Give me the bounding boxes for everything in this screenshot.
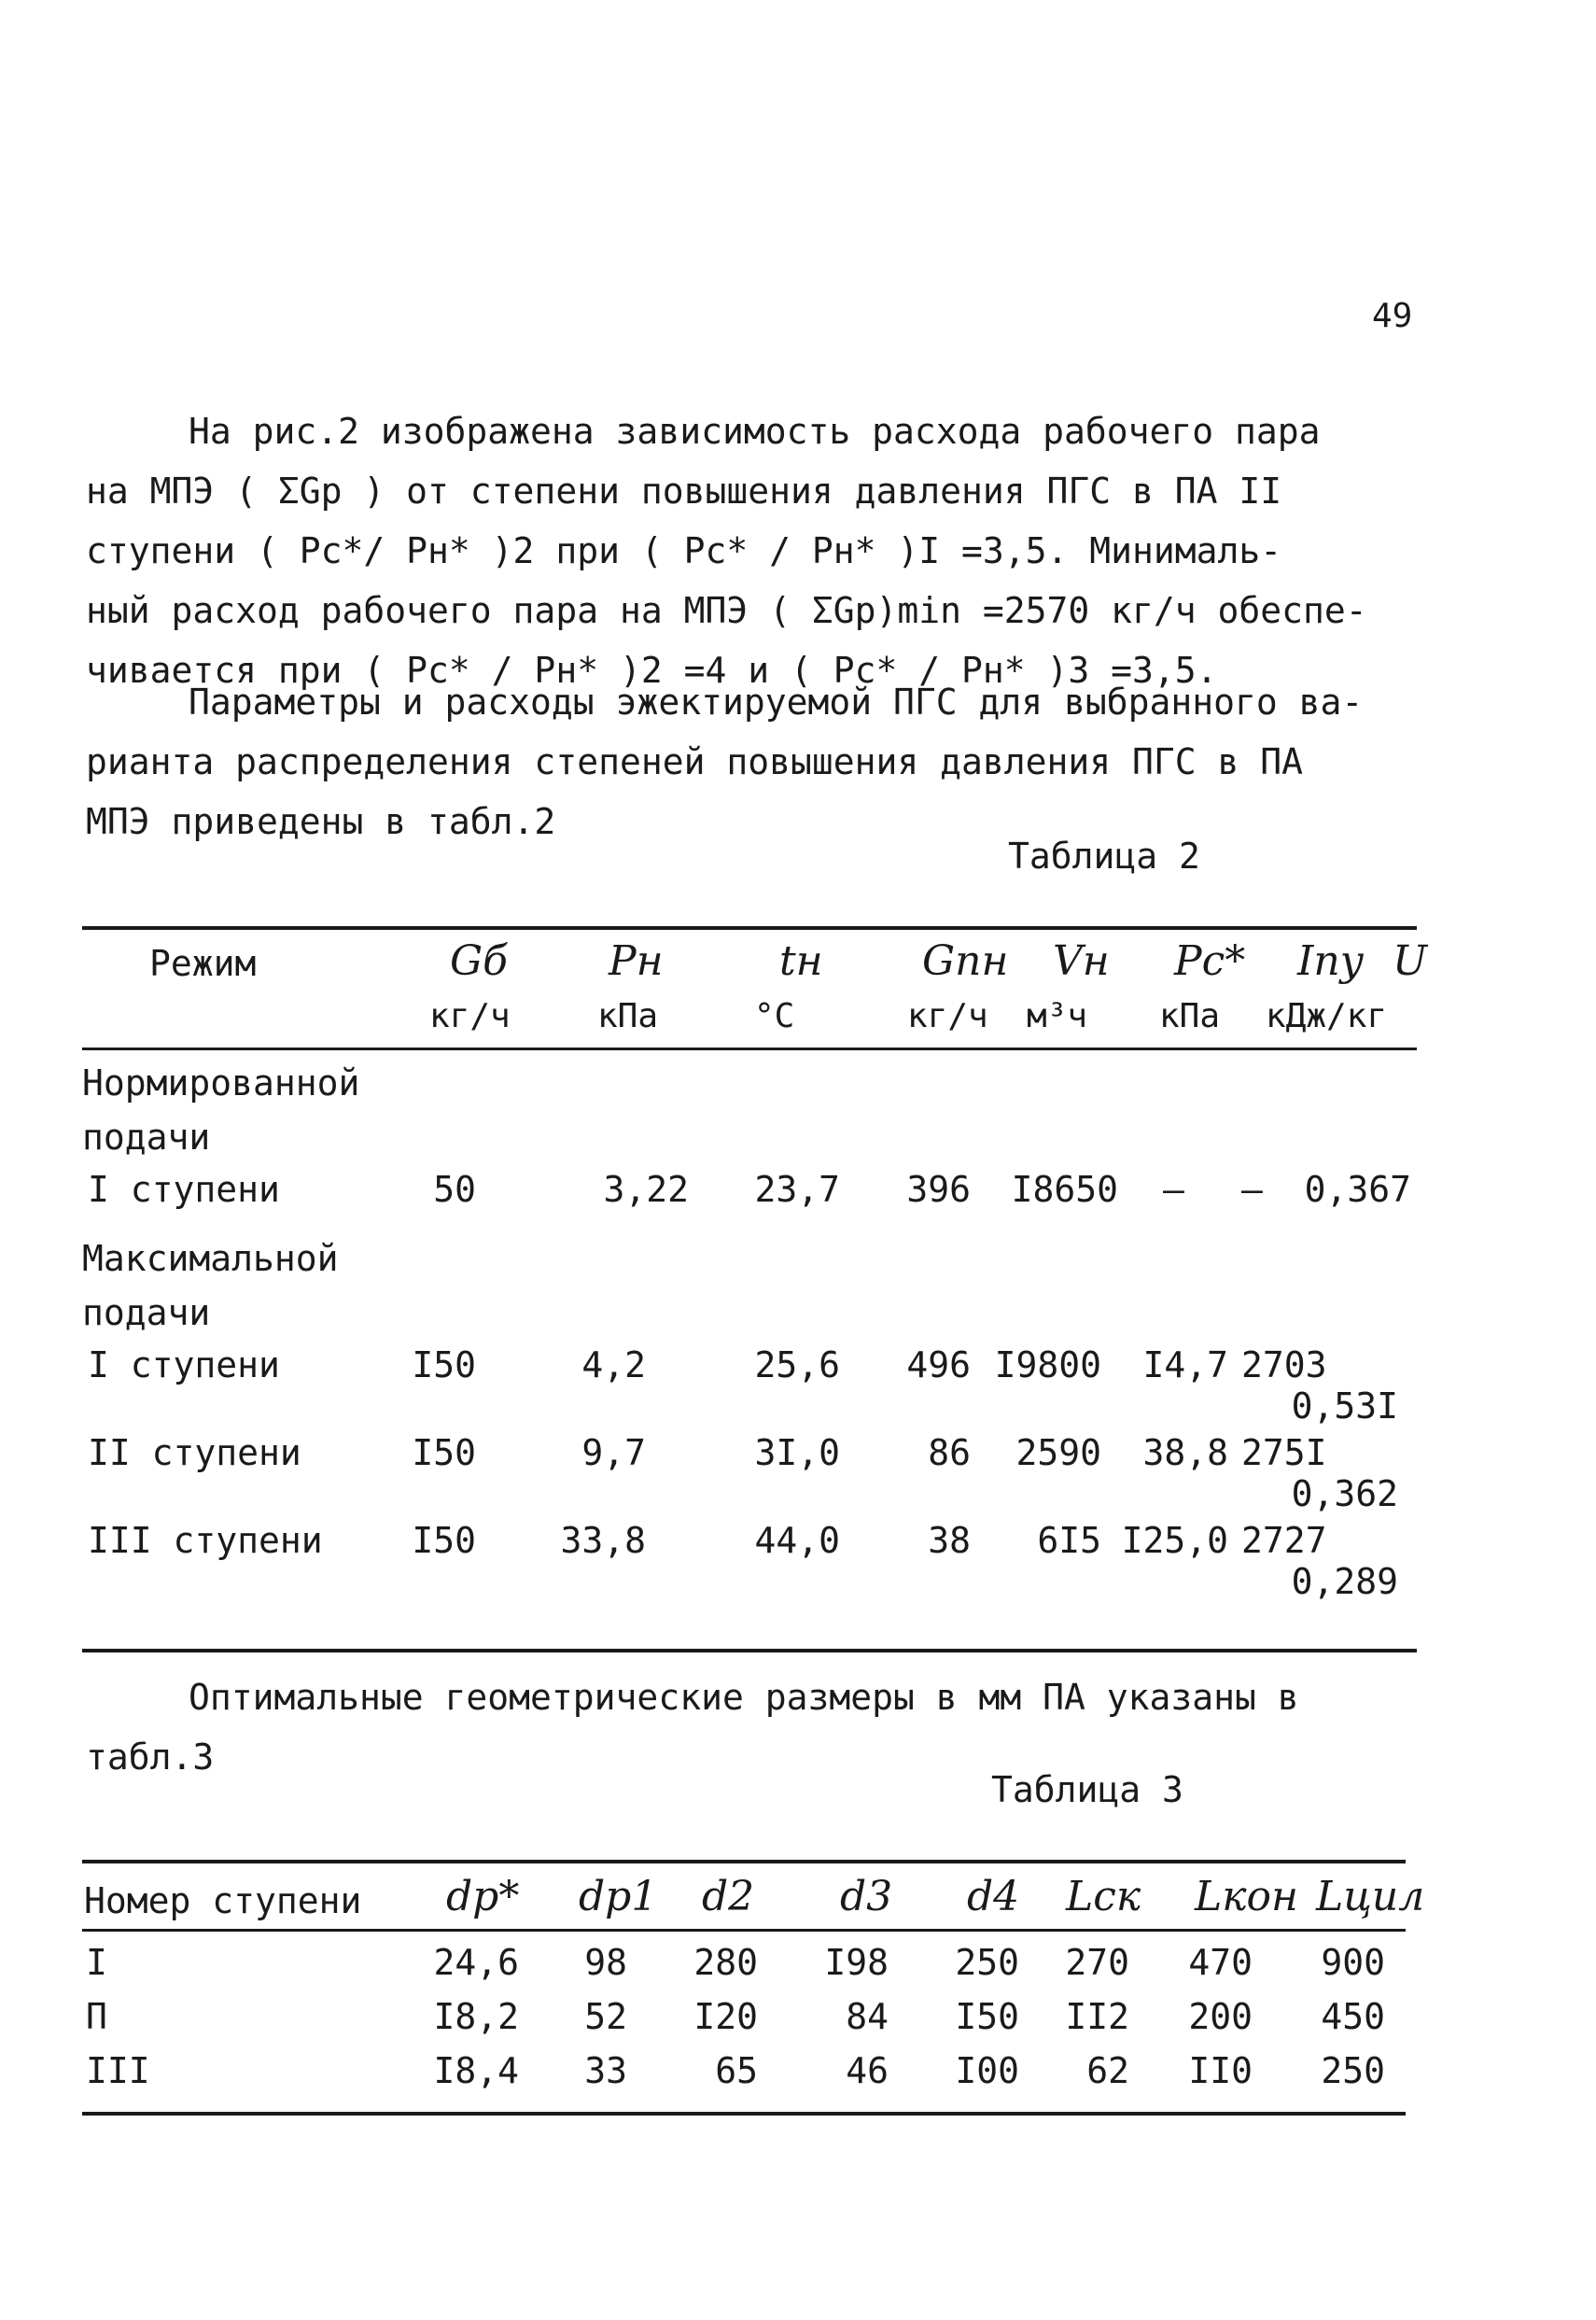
table-cell: 65 <box>715 2050 758 2091</box>
paragraph-3 <box>86 1667 1411 1787</box>
text-line: Оптимальные геометрические размеры в мм ПА указаны в <box>189 1677 1299 1718</box>
table2-caption: Таблица 2 <box>1008 836 1200 877</box>
column-header-l-kon: Lкон <box>1195 1873 1298 1920</box>
table2-mode-header: Режим <box>149 943 257 984</box>
table-cell: 200 <box>1188 1996 1253 2037</box>
table-cell: 9,7 <box>581 1432 646 1473</box>
table-cell: 2727 <box>1241 1520 1327 1561</box>
unit-label: кг/ч <box>429 997 511 1035</box>
paragraph-1 <box>86 401 1411 700</box>
table-cell: I9800 <box>994 1344 1101 1385</box>
table-cell: 396 <box>906 1169 971 1210</box>
table3-top-rule <box>82 1860 1406 1863</box>
table-cell: I8650 <box>1011 1169 1118 1210</box>
table-cell: 84 <box>846 1996 889 2037</box>
unit-label: м³ч <box>1027 997 1088 1035</box>
column-header-l-cil: Lцил <box>1316 1873 1425 1920</box>
page-number: 49 <box>1372 297 1413 335</box>
table-cell: 280 <box>693 1942 758 1983</box>
table-cell: II0 <box>1188 2050 1253 2091</box>
table2-bottom-rule <box>82 1649 1417 1652</box>
unit-label: °С <box>754 997 795 1035</box>
table-cell: 24,6 <box>433 1942 519 1983</box>
table2-header-rule <box>82 1048 1417 1050</box>
column-header-i-pu: Iпу <box>1297 937 1365 985</box>
table-cell: I50 <box>412 1344 476 1385</box>
table-cell: 38 <box>928 1520 971 1561</box>
column-header-d4: d4 <box>967 1873 1020 1920</box>
table-cell: 4,2 <box>581 1344 646 1385</box>
column-header-t-n: tн <box>779 937 823 985</box>
table-cell: – <box>1241 1169 1263 1210</box>
row-label: I ступени <box>88 1344 280 1385</box>
table-cell: 98 <box>584 1942 627 1983</box>
column-header-v-n: Vн <box>1053 937 1110 985</box>
table-cell: 250 <box>955 1942 1019 1983</box>
unit-label: кг/ч <box>907 997 988 1035</box>
column-header-d3: d3 <box>840 1873 893 1920</box>
column-header-p-n: Рн <box>609 937 664 985</box>
group-title: подачи <box>82 1117 211 1158</box>
table3-stage-header: Номер ступени <box>84 1880 362 1921</box>
text-line: чивается при ( Рc* / Рн* )2 =4 и ( Рc* / Рн* )3 =3,5. <box>86 650 1218 691</box>
table-cell: I8,4 <box>433 2050 519 2091</box>
table3-caption: Таблица 3 <box>991 1769 1183 1810</box>
text-line: табл.3 <box>86 1736 215 1778</box>
table-cell: 33,8 <box>560 1520 646 1561</box>
table3-header-rule <box>82 1929 1406 1932</box>
table-cell: I50 <box>412 1520 476 1561</box>
unit-label: кПа <box>1159 997 1221 1035</box>
table-cell: 0,289 <box>1291 1561 1398 1602</box>
column-header-l-sk: Lск <box>1066 1873 1141 1920</box>
table-cell: II2 <box>1065 1996 1129 2037</box>
column-header-d2: d2 <box>702 1873 755 1920</box>
table-cell: I98 <box>824 1942 889 1983</box>
table-cell: 0,53I <box>1291 1385 1398 1427</box>
table-cell: – <box>1163 1169 1184 1210</box>
text-line: ный расход рабочего пара на МПЭ ( ΣGр)min =2570 кг/ч обеспе- <box>86 590 1367 631</box>
table-cell: 62 <box>1086 2050 1129 2091</box>
text-line: Параметры и расходы эжектируемой ПГС для выбранного ва- <box>189 682 1364 723</box>
column-header-u: U <box>1393 937 1428 985</box>
paragraph-2 <box>86 672 1411 851</box>
table-cell: I8,2 <box>433 1996 519 2037</box>
row-label: I <box>86 1942 107 1983</box>
table-cell: 44,0 <box>754 1520 840 1561</box>
table-cell: I00 <box>955 2050 1019 2091</box>
table-cell: I25,0 <box>1121 1520 1228 1561</box>
table-cell: 38,8 <box>1142 1432 1228 1473</box>
group-title: Максимальной <box>82 1238 339 1279</box>
text-line: МПЭ приведены в табл.2 <box>86 801 556 842</box>
column-header-d-p-star: dр* <box>446 1873 520 1920</box>
table-cell: 2590 <box>1015 1432 1101 1473</box>
table-cell: 496 <box>906 1344 971 1385</box>
column-header-d-p1: dр1 <box>579 1873 658 1920</box>
table-cell: 6I5 <box>1037 1520 1101 1561</box>
row-label: П <box>86 1996 107 2037</box>
table-cell: 470 <box>1188 1942 1253 1983</box>
row-label: III ступени <box>88 1520 323 1561</box>
text-line: На рис.2 изображена зависимость расхода рабочего пара <box>189 411 1321 452</box>
table-cell: 900 <box>1321 1942 1385 1983</box>
table-cell: 250 <box>1321 2050 1385 2091</box>
table-cell: 86 <box>928 1432 971 1473</box>
column-header-g-b: Gб <box>450 937 509 985</box>
table-cell: 270 <box>1065 1942 1129 1983</box>
text-line: на МПЭ ( ΣGр ) от степени повышения давления ПГС в ПА II <box>86 471 1282 512</box>
table-cell: 23,7 <box>754 1169 840 1210</box>
table-cell: I50 <box>412 1432 476 1473</box>
table-cell: 33 <box>584 2050 627 2091</box>
table-cell: 3I,0 <box>754 1432 840 1473</box>
table-cell: I50 <box>955 1996 1019 2037</box>
table-cell: 2703 <box>1241 1344 1327 1385</box>
table-cell: 3,22 <box>603 1169 689 1210</box>
column-header-g-pn: Gпн <box>922 937 1009 985</box>
column-header-p-c: Рc* <box>1174 937 1246 985</box>
text-line: рианта распределения степеней повышения давления ПГС в ПА <box>86 741 1304 782</box>
table-cell: 0,362 <box>1291 1473 1398 1514</box>
table-cell: 275I <box>1241 1432 1327 1473</box>
table-cell: 0,367 <box>1304 1169 1411 1210</box>
table-cell: 50 <box>433 1169 476 1210</box>
table-cell: 450 <box>1321 1996 1385 2037</box>
table3-bottom-rule <box>82 2112 1406 2116</box>
table-cell: 25,6 <box>754 1344 840 1385</box>
table2-top-rule <box>82 926 1417 930</box>
table-cell: I20 <box>693 1996 758 2037</box>
row-label: II ступени <box>88 1432 301 1473</box>
table-cell: I4,7 <box>1142 1344 1228 1385</box>
unit-label: кПа <box>597 997 659 1035</box>
table-cell: 46 <box>846 2050 889 2091</box>
row-label: I ступени <box>88 1169 280 1210</box>
table-cell: 52 <box>584 1996 627 2037</box>
unit-label: кДж/кг <box>1266 997 1388 1035</box>
row-label: III <box>86 2050 150 2091</box>
group-title: подачи <box>82 1292 211 1333</box>
group-title: Нормированной <box>82 1062 360 1104</box>
text-line: ступени ( Рc*/ Рн* )2 при ( Рc* / Рн* )I =3,5. Минималь- <box>86 530 1282 571</box>
